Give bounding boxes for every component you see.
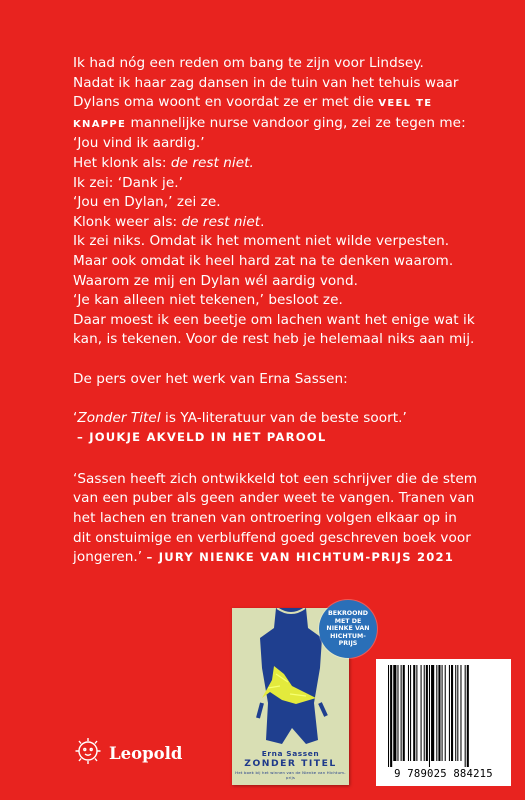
barcode-bar [393, 665, 396, 761]
press-quote-2-line: ‘Sassen heeft zich ontwikkeld tot een schrijver die de stem [73, 470, 478, 487]
barcode-bar [431, 665, 434, 761]
badge-line: HICHTUM- [330, 632, 366, 640]
barcode-bar [445, 665, 446, 761]
barcode-bar [388, 665, 389, 767]
barcode-bar [424, 665, 425, 761]
body-line: Nadat ik haar zag dansen in de tuin van het tehuis waar [73, 74, 459, 91]
barcode-bar [465, 665, 466, 767]
barcode-bars [376, 659, 511, 769]
barcode-bar [413, 665, 415, 761]
body-line: Daar moest ik een beetje om lachen want het enige wat ik [73, 311, 475, 328]
publisher-logo [73, 736, 182, 770]
award-badge [319, 600, 377, 658]
barcode-bar [455, 665, 456, 761]
barcode-bar [438, 665, 440, 761]
barcode-bar [416, 665, 417, 761]
body-line: Waarom ze mij en Dylan wél aardig vond. [73, 272, 359, 289]
cover-subtitle: Het boek bij het winnen van de Nienke van Hichtum-prijs [235, 770, 346, 780]
body-line: Ik had nóg een reden om bang te zijn voor Lindsey. [73, 55, 424, 71]
badge-line: BEKROOND [327, 610, 369, 618]
barcode-bar [408, 665, 409, 761]
small-caps-phrase: VEEL TE [378, 98, 433, 110]
italic-phrase: de rest niet [181, 213, 261, 230]
barcode-bar [401, 665, 402, 761]
barcode-bar [390, 665, 392, 767]
isbn-number: 9 789025 884215 [394, 768, 493, 780]
body-line: Ik zei niks. Omdat ik het moment niet wilde verpesten. [73, 233, 450, 250]
badge-line: PRIJS [338, 640, 358, 648]
quote-2-attribution: – JURY NIENKE VAN HICHTUM-PRIJS 2021 [146, 550, 455, 565]
body-line: ‘Jou en Dylan,’ zei ze. [73, 194, 221, 211]
barcode-bar [449, 665, 450, 761]
body-line: kan, is tekenen. Voor de rest heb je helemaal niks aan mij. [73, 331, 475, 348]
press-quote-2-line: van een puber als geen ander weet te vangen. Tranen van [73, 490, 475, 507]
press-quote-2-line: het lachen en tranen van ontroering volgen elkaar op in [73, 510, 457, 527]
badge-line: MET DE [334, 617, 362, 625]
barcode-bar [436, 665, 437, 761]
body-line: Ik zei: ‘Dank je.’ [73, 174, 183, 191]
book-title-italic: Zonder Titel [77, 409, 161, 426]
barcode-bar [457, 665, 458, 761]
lion-head-icon [73, 735, 103, 771]
badge-line: NIENKE VAN [326, 625, 370, 633]
small-caps-phrase: KNAPPE [73, 118, 127, 130]
barcode-bar [410, 665, 411, 761]
body-line: ‘Jou vind ik aardig.’ [73, 135, 205, 152]
press-intro: De pers over het werk van Erna Sassen: [73, 370, 348, 387]
italic-phrase: de rest niet. [170, 154, 254, 171]
publisher-name: Leopold [109, 743, 183, 763]
barcode-bar [421, 665, 422, 761]
quote-1-attribution: – JOUKJE AKVELD IN HET PAROOL [77, 430, 327, 445]
body-line: Het klonk als: de rest niet. [73, 154, 254, 171]
barcode-bar [429, 665, 430, 767]
body-line: Klonk weer als: de rest niet. [73, 213, 265, 230]
isbn-barcode [376, 659, 511, 786]
press-quote-2-line: dit onstuimige en verbluffend goed geschreven boek voor [73, 529, 471, 546]
body-line: KNAPPE mannelijke nurse vandoor ging, zei ze tegen me: [73, 114, 466, 131]
back-cover-text [73, 54, 513, 568]
barcode-bar [397, 665, 398, 761]
barcode-bar [442, 665, 443, 761]
cover-title: ZONDER TITEL [244, 758, 337, 769]
barcode-bar [403, 665, 405, 761]
body-line: Dylans oma woont en voordat ze er met die VEEL TE [73, 94, 433, 111]
barcode-bar [460, 665, 461, 761]
barcode-bar [426, 665, 428, 761]
press-quote-2-line: jongeren.’ – JURY NIENKE VAN HICHTUM-PRIJS 2021 [73, 549, 455, 566]
barcode-bar [451, 665, 453, 761]
press-quote-1: ‘Zonder Titel is YA-literatuur van de beste soort.’ [73, 409, 407, 426]
body-line: Maar ook omdat ik heel hard zat na te denken waarom. [73, 252, 454, 269]
cover-author: Erna Sassen [261, 749, 320, 758]
body-line: ‘Je kan alleen niet tekenen,’ besloot ze. [73, 292, 343, 309]
barcode-bar [467, 665, 469, 767]
